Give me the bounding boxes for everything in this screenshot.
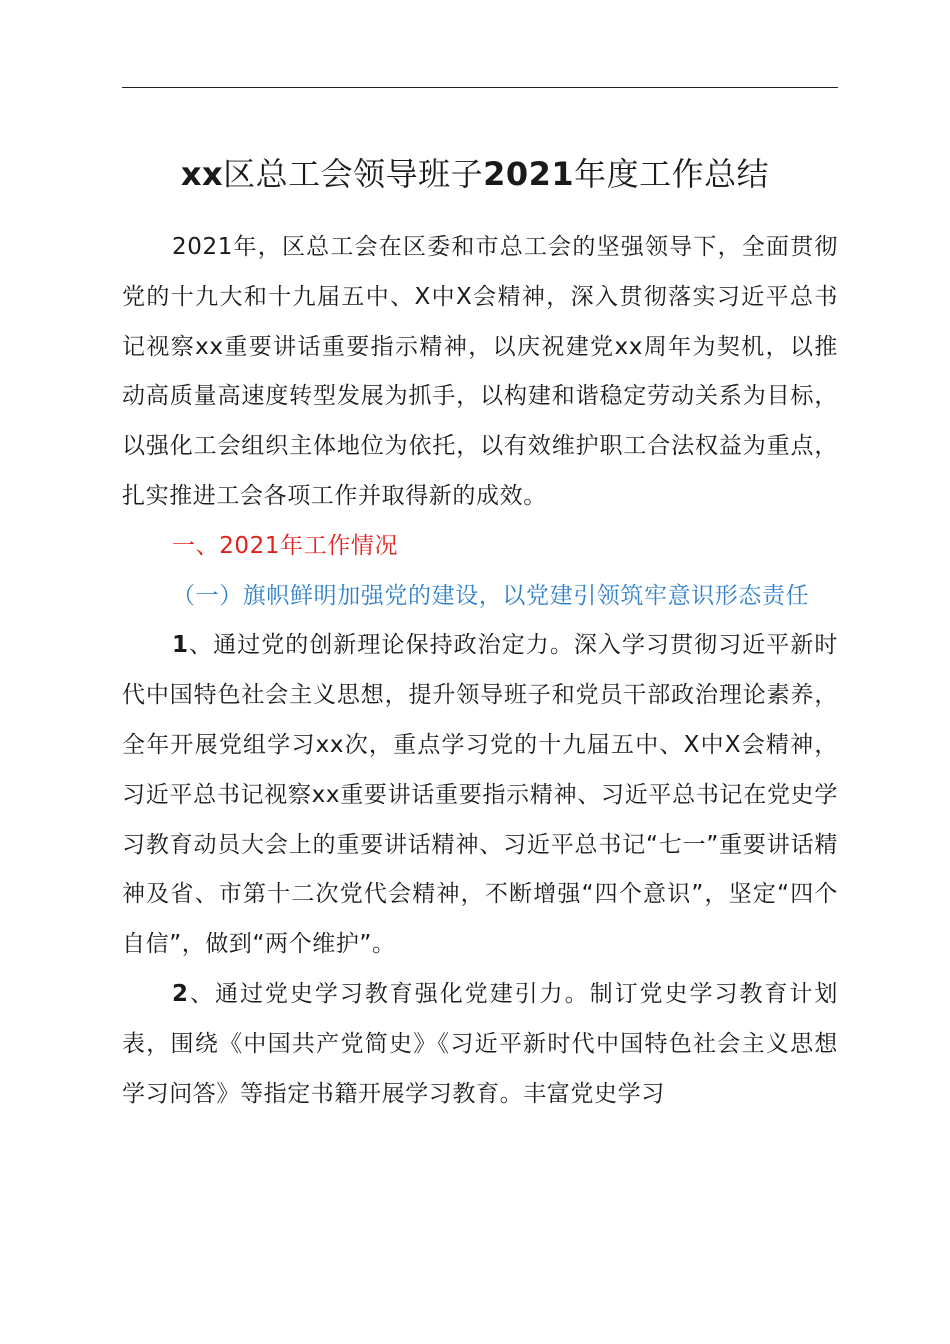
item-number-2: 2 — [172, 980, 189, 1007]
intro-paragraph: 2021年，区总工会在区委和市总工会的坚强领导下，全面贯彻党的十九大和十九届五中、X中X会精神，深入贯彻落实习近平总书记视察xx重要讲话重要指示精神，以庆祝建党xx周年为契机，以推动高质量高速度转型发展为抓手，以构建和谐稳定劳动关系为目标，以强化工会组织主体地位为依托，以有效维护职工合法权益为重点，扎实推进工会各项工作并取得新的成效。 — [122, 234, 838, 509]
title-year: 2021 — [483, 155, 575, 193]
item-paragraph-2 — [122, 970, 838, 1119]
title-suffix: 年度工作总结 — [574, 155, 770, 193]
subsection-heading-1: （一）旗帜鲜明加强党的建设，以党建引领筑牢意识形态责任 — [172, 582, 810, 609]
item-text-2: 、通过党史学习教育强化党建引力。制订党史学习教育计划表，围绕《中国共产党简史》《习近平新时代中国特色社会主义思想学习问答》等指定书籍开展学习教育。丰富党史学习 — [122, 980, 838, 1107]
item-paragraph-1 — [122, 621, 838, 970]
section-heading-1: 一、2021年工作情况 — [172, 532, 399, 559]
title-mid: 区总工会领导班子 — [223, 155, 484, 193]
item-number-1: 1 — [172, 632, 189, 659]
item-text-1: 、通过党的创新理论保持政治定力。深入学习贯彻习近平新时代中国特色社会主义思想，提升领导班子和党员干部政治理论素养，全年开展党组学习xx次，重点学习党的十九届五中、X中X会精神，习近平总书记视察xx重要讲话重要指示精神、习近平总书记在党史学习教育动员大会上的重要讲话精神、习近平总书记“七一”重要讲话精神及省、市第十二次党代会精神，不断增强“四个意识”，坚定“四个自信”，做到“两个维护”。 — [122, 632, 838, 958]
document-title — [100, 148, 850, 200]
title-prefix: xx — [180, 155, 224, 193]
header-rule — [122, 87, 838, 88]
document-body — [122, 223, 838, 1119]
